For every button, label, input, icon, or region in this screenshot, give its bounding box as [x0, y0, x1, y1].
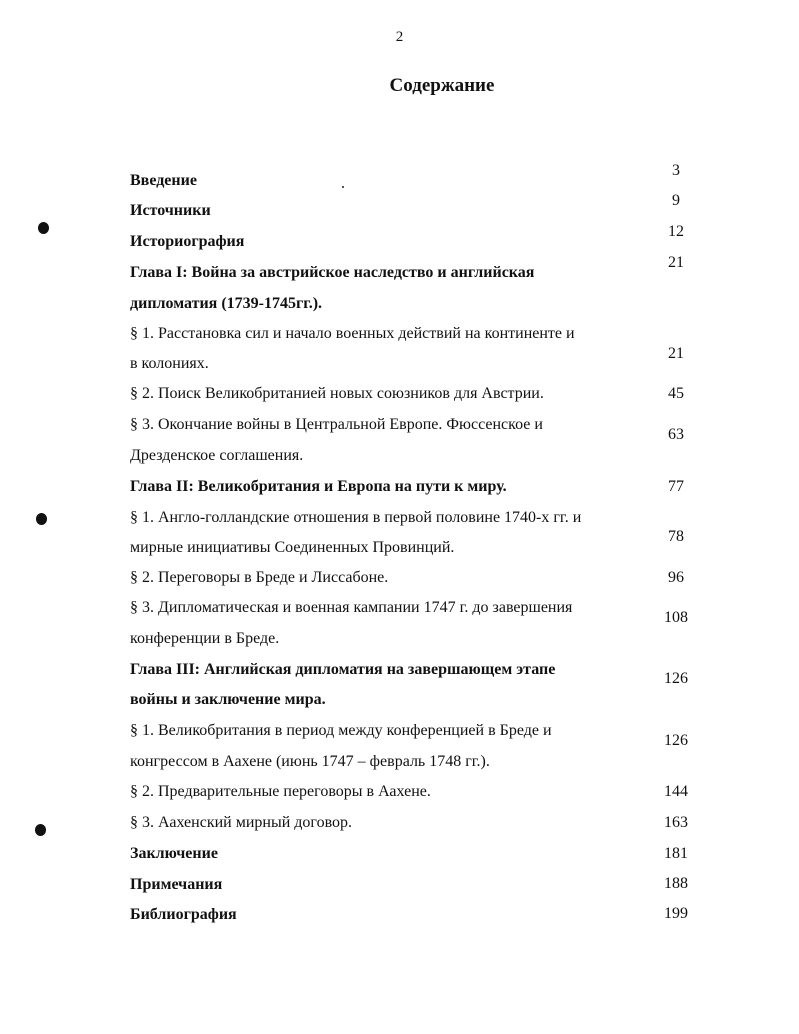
toc-page-section-2-2: 96	[668, 569, 684, 586]
toc-section-1-1-line-1: § 1. Расстановка сил и начало военных действий на континенте и	[130, 325, 575, 342]
toc-section-2-1-line-2: мирные инициативы Соединенных Провинций.	[130, 539, 455, 556]
toc-page-conclusion: 181	[664, 845, 688, 862]
toc-section-2-2: § 2. Переговоры в Бреде и Лиссабоне.	[130, 569, 389, 586]
toc-chapter-3-line-2: войны и заключение мира.	[130, 691, 326, 708]
toc-section-3-2: § 2. Предварительные переговоры в Аахене.	[130, 783, 431, 800]
toc-page-historiography: 12	[668, 223, 684, 240]
toc-page-section-2-1: 78	[668, 528, 684, 545]
binding-hole-bottom	[35, 824, 46, 836]
toc-section-3-3: § 3. Аахенский мирный договор.	[130, 814, 353, 831]
toc-entry-sources: Источники	[130, 202, 211, 219]
toc-section-1-3-line-2: Дрезденское соглашения.	[130, 447, 304, 464]
toc-entry-conclusion: Заключение	[130, 845, 218, 862]
toc-page-sources: 9	[672, 192, 680, 209]
toc-page-section-3-1: 126	[664, 732, 688, 749]
toc-section-2-3-line-1: § 3. Дипломатическая и военная кампании 1747 г. до завершения	[130, 599, 573, 616]
toc-page-bibliography: 199	[664, 905, 688, 922]
toc-page-chapter-2: 77	[668, 478, 684, 495]
toc-chapter-3-line-1: Глава III: Английская дипломатия на завершающем этапе	[130, 661, 556, 678]
toc-section-3-1-line-1: § 1. Великобритания в период между конференцией в Бреде и	[130, 722, 552, 739]
toc-page-section-3-2: 144	[664, 783, 688, 800]
toc-entry-historiography: Историография	[130, 233, 245, 250]
toc-page-section-3-3: 163	[664, 814, 688, 831]
toc-section-2-3-line-2: конференции в Бреде.	[130, 630, 280, 647]
toc-page-chapter-1: 21	[668, 254, 684, 271]
toc-chapter-1-line-2: дипломатия (1739-1745гг.).	[130, 295, 323, 312]
toc-page-section-2-3: 108	[664, 609, 688, 626]
toc-page-intro: 3	[672, 162, 680, 179]
toc-entry-intro: Введение	[130, 172, 197, 189]
toc-page-section-1-2: 45	[668, 385, 684, 402]
toc-section-3-1-line-2: конгрессом в Аахене (июнь 1747 – февраль 1748 гг.).	[130, 753, 490, 770]
binding-hole-top	[38, 222, 49, 234]
toc-section-1-3-line-1: § 3. Окончание войны в Центральной Европе. Фюссенское и	[130, 416, 543, 433]
toc-page-notes: 188	[664, 875, 688, 892]
toc-page-section-1-3: 63	[668, 426, 684, 443]
page-title: Содержание	[389, 75, 495, 96]
toc-section-1-1-line-2: в колониях.	[130, 355, 209, 372]
binding-hole-middle	[36, 513, 47, 525]
toc-chapter-1-line-1: Глава I: Война за австрийское наследство и английская	[130, 264, 535, 281]
toc-section-2-1-line-1: § 1. Англо-голландские отношения в первой половине 1740-х гг. и	[130, 509, 582, 526]
toc-chapter-2: Глава II: Великобритания и Европа на пути к миру.	[130, 478, 507, 495]
toc-entry-bibliography: Библиография	[130, 906, 237, 923]
scan-speck	[342, 186, 344, 188]
toc-page-section-1-1: 21	[668, 345, 684, 362]
page-number: 2	[395, 29, 404, 45]
toc-section-1-2: § 2. Поиск Великобританией новых союзников для Австрии.	[130, 385, 544, 402]
toc-page-chapter-3: 126	[664, 670, 688, 687]
toc-entry-notes: Примечания	[130, 876, 223, 893]
